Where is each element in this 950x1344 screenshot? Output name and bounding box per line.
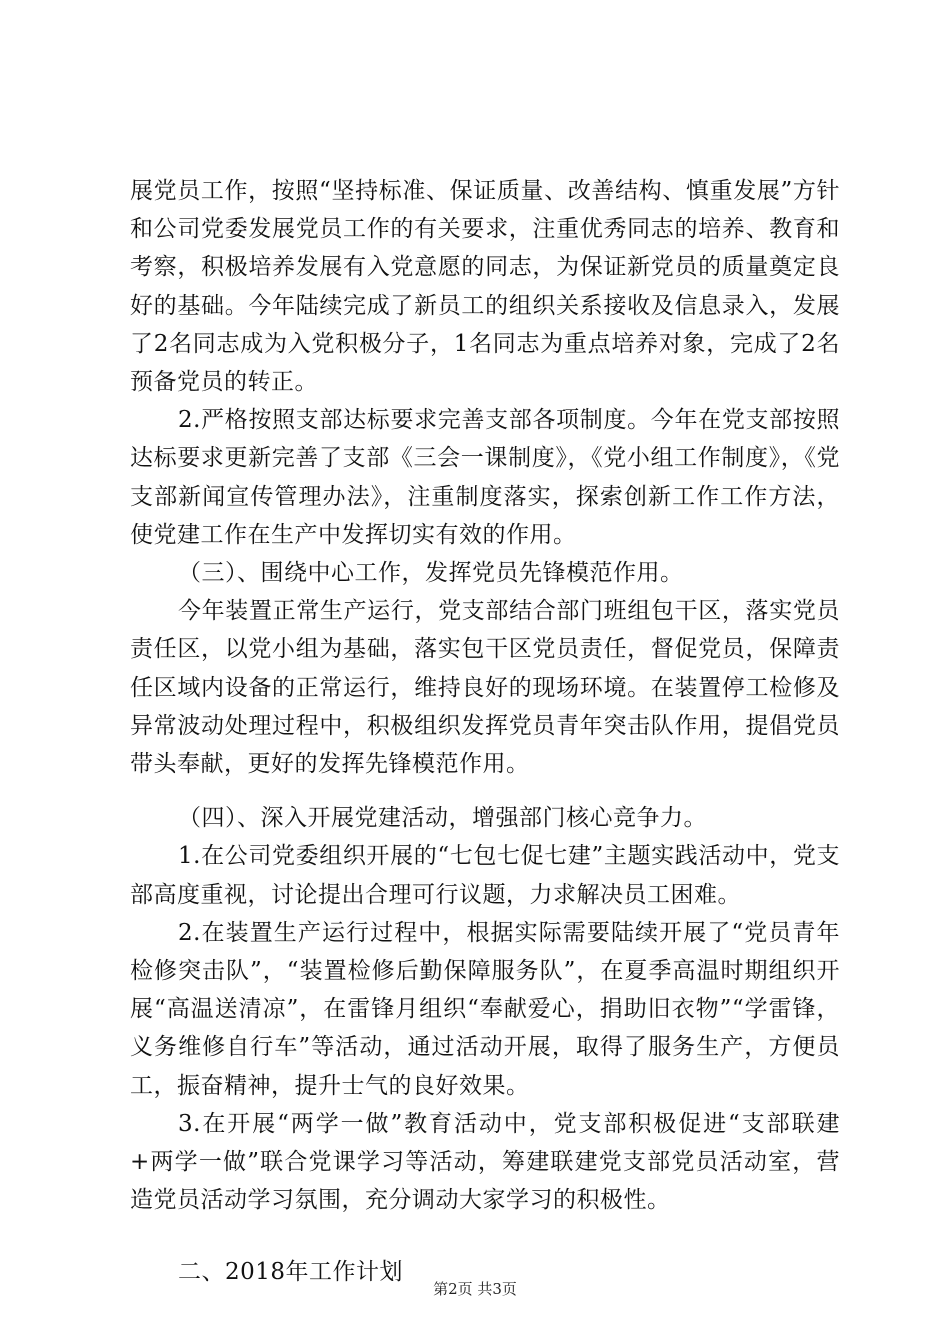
section-heading-four: （四）、深入开展党建活动，增强部门核心竞争力。 bbox=[178, 805, 707, 832]
page-number-footer: 第2页 共3页 bbox=[433, 1280, 517, 1298]
paragraph-branch-system-improvement: 2.严格按照支部达标要求完善支部各项制度。今年在党支部按照达标要求更新完善了支部《三会一课制度》，《党小组工作制度》，《党支部新闻宣传管理办法》，注重制度落实，探索创新工作工作方法，使党建工作在生产中发挥切实有效的作用。 bbox=[130, 407, 840, 548]
document-body bbox=[130, 172, 840, 1292]
paragraph-volunteer-activities: 2.在装置生产运行过程中，根据实际需要陆续开展了“党员青年检修突击队”，“装置检修后勤保障服务队”，在夏季高温时期组织开展“高温送清凉”，在雷锋月组织“奉献爱心，捐助旧衣物”“学雷锋，义务维修自行车”等活动，通过活动开展，取得了服务生产，方便员工，振奋精神，提升士气的良好效果。 bbox=[130, 919, 840, 1099]
section-heading-three: （三）、围绕中心工作，发挥党员先锋模范作用。 bbox=[178, 560, 684, 587]
paragraph-responsibility-areas: 今年装置正常生产运行，党支部结合部门班组包干区，落实党员责任区，以党小组为基础，落实包干区党员责任，督促党员，保障责任区域内设备的正常运行，维持良好的现场环境。在装置停工检修及异常波动处理过程中，积极组织发挥党员青年突击队作用，提倡党员带头奉献，更好的发挥先锋模范作用。 bbox=[130, 598, 840, 778]
paragraph-two-studies-one-action: 3.在开展“两学一做”教育活动中，党支部积极促进“支部联建+两学一做”联合党课学习等活动，筹建联建党支部党员活动室，营造党员活动学习氛围，充分调动大家学习的积极性。 bbox=[130, 1110, 840, 1214]
section-heading-work-plan: 二、2018年工作计划 bbox=[178, 1259, 404, 1286]
paragraph-party-member-development: 展党员工作，按照“坚持标准、保证质量、改善结构、慎重发展”方针和公司党委发展党员工作的有关要求，注重优秀同志的培养、教育和考察，积极培养发展有入党意愿的同志，为保证新党员的质量奠定良好的基础。今年陆续完成了新员工的组织关系接收及信息录入，发展了2名同志成为入党积极分子，1名同志为重点培养对象，完成了2名预备党员的转正。 bbox=[130, 178, 840, 396]
paragraph-practice-activity: 1.在公司党委组织开展的“七包七促七建”主题实践活动中，党支部高度重视，讨论提出合理可行议题，力求解决员工困难。 bbox=[130, 843, 840, 908]
